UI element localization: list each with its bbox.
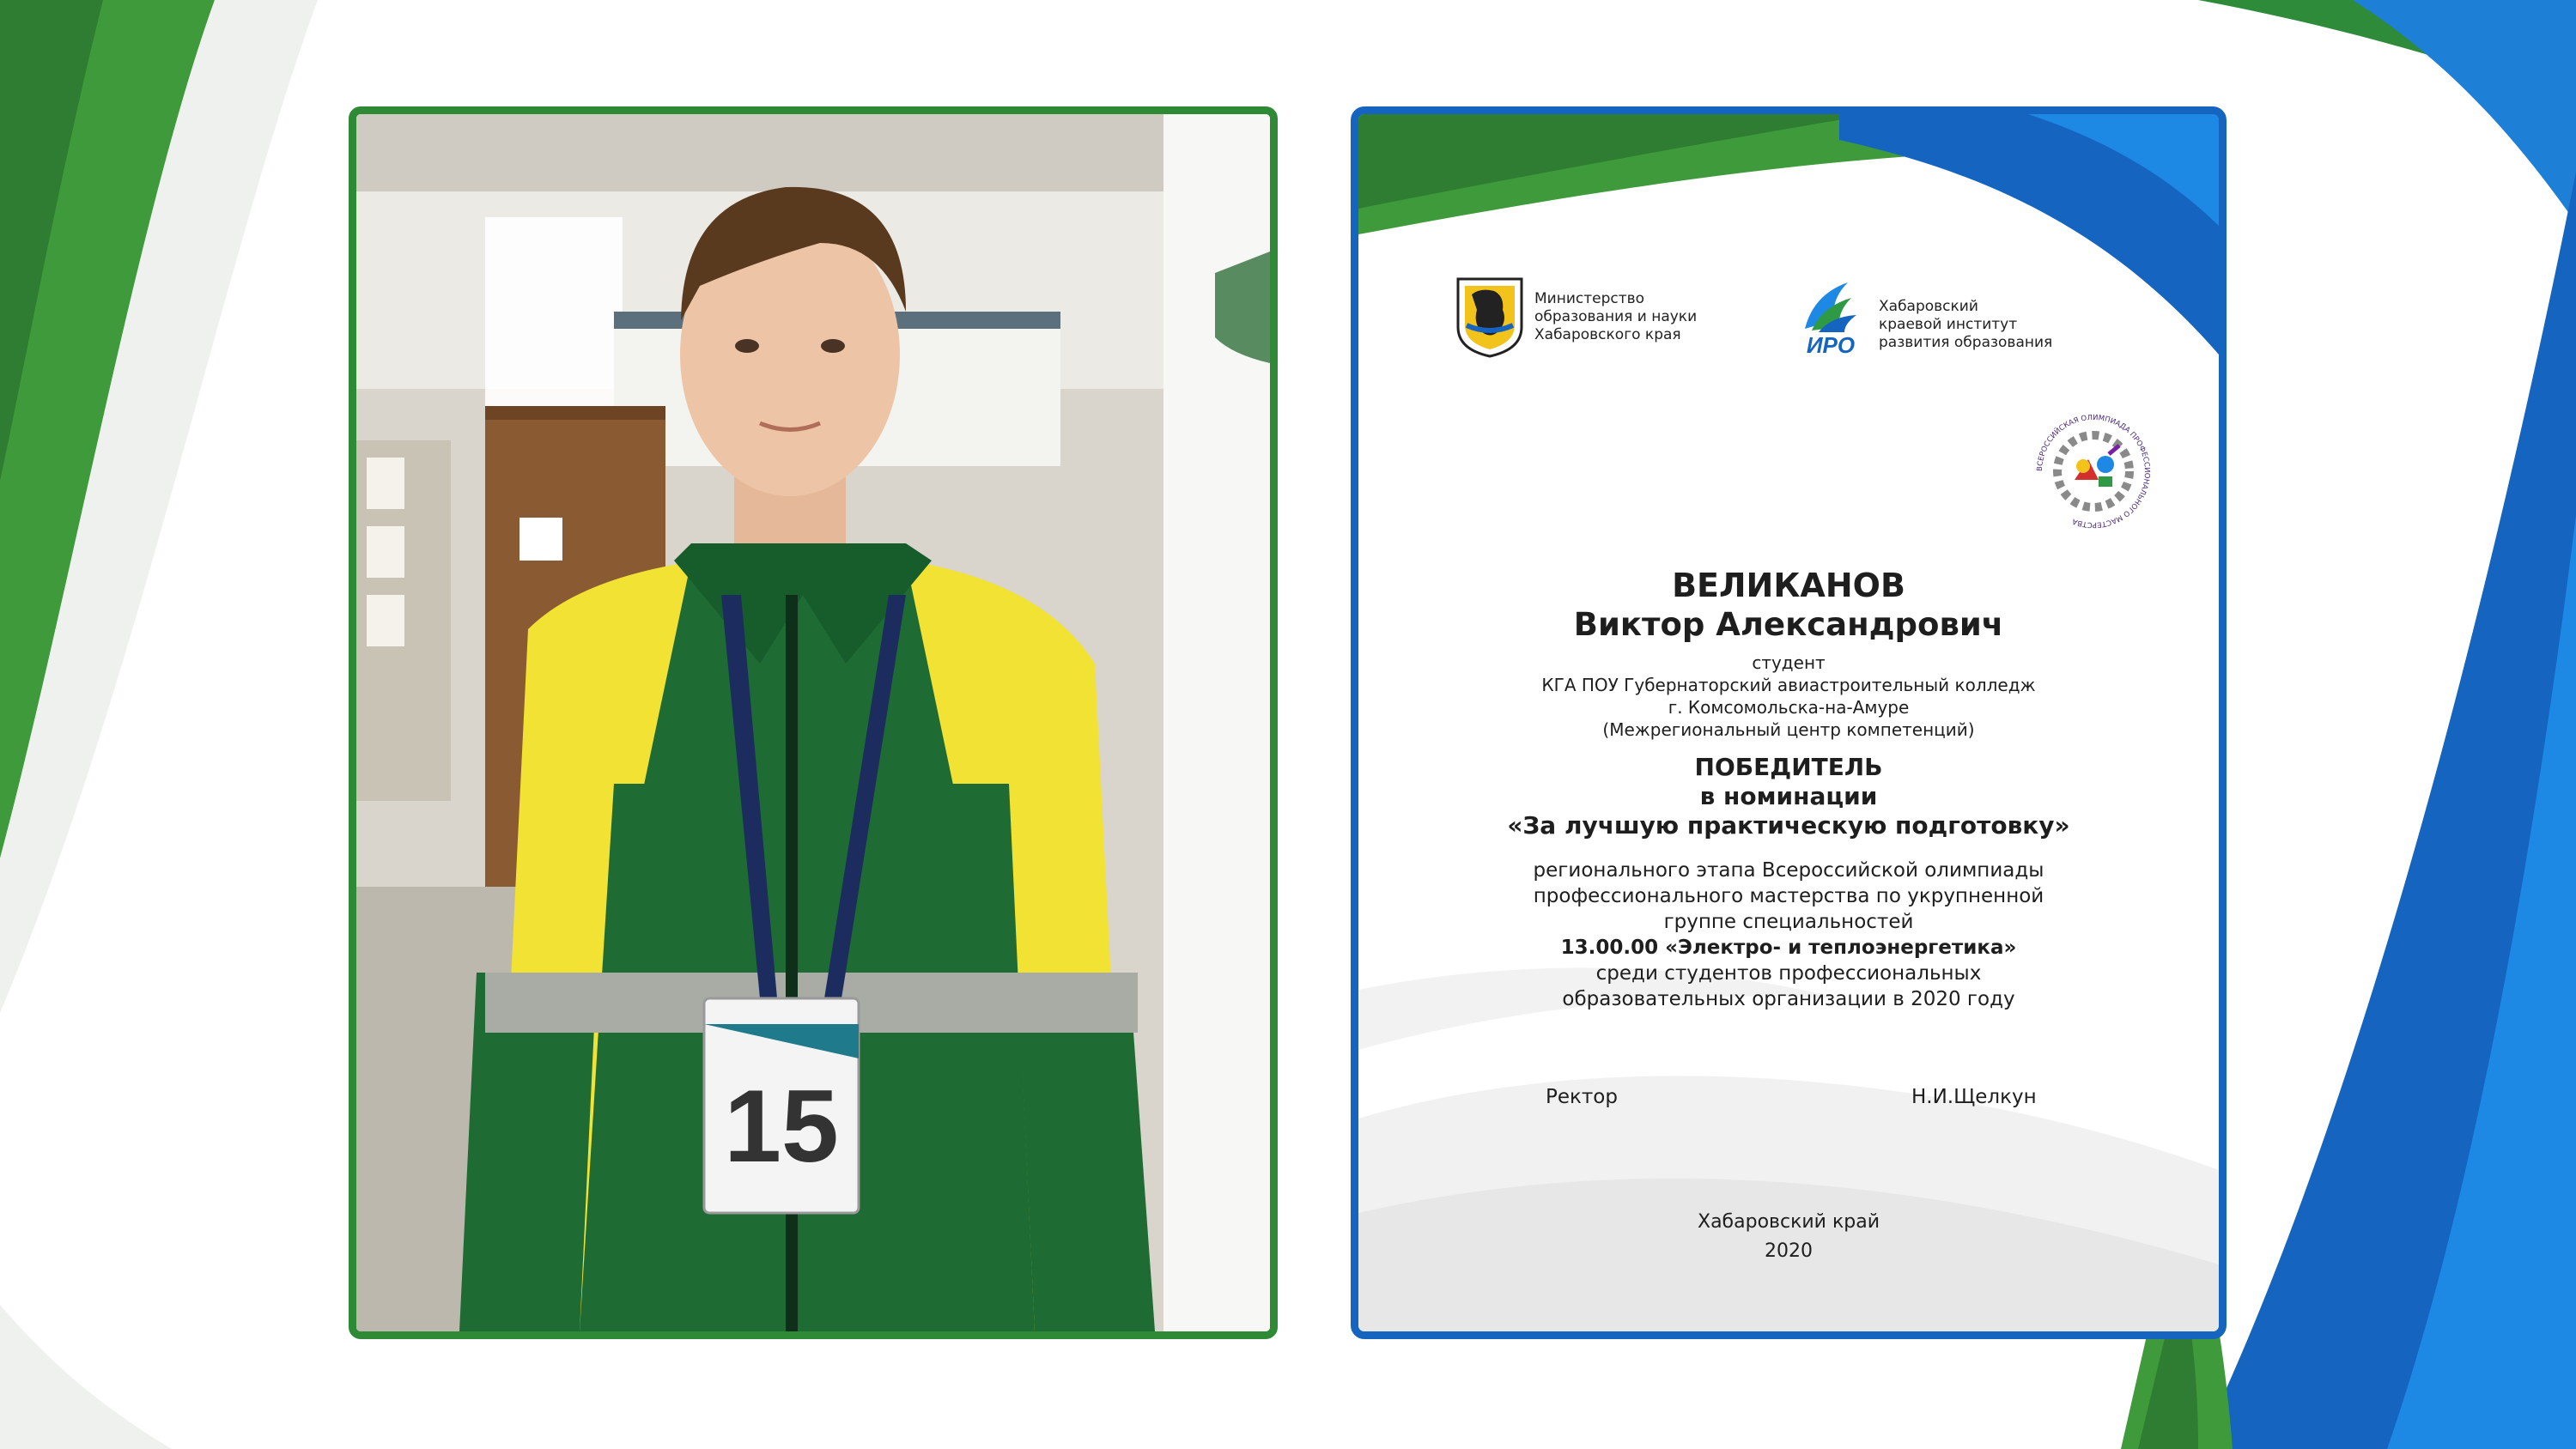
ministry-coat-of-arms-icon (1455, 276, 1525, 358)
student-photo (349, 106, 1278, 1339)
award-title: ПОБЕДИТЕЛЬ (1694, 753, 1883, 781)
issue-place: Хабаровский край (1698, 1211, 1880, 1233)
recipient-role: студент (1752, 652, 1826, 673)
recipient-given-names: Виктор Александрович (1573, 606, 2004, 643)
specialty-title: 13.00.00 «Электро- и теплоэнергетика» (1560, 937, 2017, 959)
college-city: г. Комсомольска-на-Амуре (1668, 697, 1910, 718)
description-line-1: регионального этапа Всероссийской олимпиады (1533, 859, 2044, 882)
description-line-3: группе специальностей (1663, 911, 1914, 933)
nomination-title: «За лучшую практическую подготовку» (1507, 811, 2070, 840)
competence-center: (Межрегиональный центр компетенций) (1602, 719, 1975, 740)
diploma-certificate (1351, 106, 2227, 1339)
description-line-5: образовательных организации в 2020 году (1562, 988, 2015, 1010)
institute-name: Хабаровский краевой институт развития образования (1879, 298, 2053, 351)
college-name: КГА ПОУ Губернаторский авиастроительный колледж (1541, 675, 2036, 695)
rector-label: Ректор (1546, 1086, 1618, 1108)
iro-logo-icon (1796, 277, 1865, 358)
badge-number: 15 (724, 1069, 839, 1184)
recipient-surname: ВЕЛИКАНОВ (1672, 567, 1905, 604)
olympiad-seal-icon (2026, 404, 2160, 538)
description-line-4: среди студентов профессиональных (1595, 962, 1982, 985)
rector-name: Н.И.Щелкун (1911, 1086, 2037, 1108)
svg-text:ИРО: ИРО (1806, 332, 1856, 358)
nomination-prefix: в номинации (1699, 782, 1878, 810)
description-line-2: профессионального мастерства по укрупненной (1533, 885, 2044, 907)
svg-text:ВСЕРОССИЙСКАЯ ОЛИМПИАДА ПРОФЕС: ВСЕРОССИЙСКАЯ ОЛИМПИАДА ПРОФЕССИОНАЛЬНОГО МАСТЕРСТВА (2035, 413, 2152, 530)
issue-year: 2020 (1765, 1240, 1813, 1262)
ministry-name: Министерство образования и науки Хабаровского края (1534, 290, 1698, 343)
